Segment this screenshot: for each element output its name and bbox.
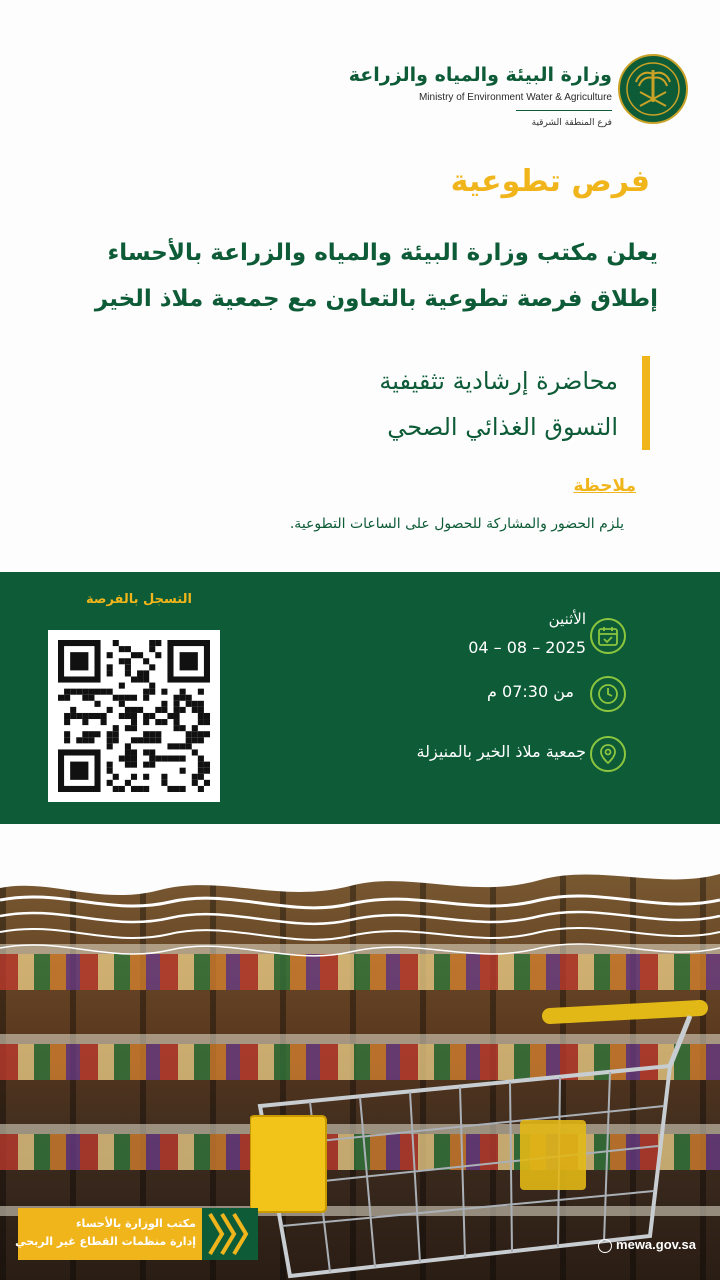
location-pin-icon xyxy=(590,736,626,772)
event-place: جمعية ملاذ الخير بالمنيزلة xyxy=(416,742,586,761)
calendar-icon xyxy=(590,618,626,654)
register-label: التسجل بالفرصة xyxy=(86,592,192,607)
badge-line-2: إدارة منظمات القطاع غير الربحي xyxy=(15,1235,196,1248)
topic-box xyxy=(262,356,650,450)
badge-line-1: مكتب الوزارة بالأحساء xyxy=(75,1217,196,1230)
branch-name: فرع المنطقة الشرقية xyxy=(531,118,612,128)
event-date: 2025 – 08 – 04 xyxy=(468,638,586,657)
globe-icon xyxy=(598,1239,612,1253)
website-link[interactable]: mewa.gov.sa xyxy=(616,1237,696,1252)
announcement xyxy=(38,230,658,322)
announcement-line-1: يعلن مكتب وزارة البيئة والمياه والزراعة بالأحساء xyxy=(107,240,658,266)
ministry-name-english: Ministry of Environment Water & Agriculture xyxy=(418,92,612,103)
office-badge xyxy=(15,1208,258,1260)
clock-icon xyxy=(590,676,626,712)
announcement-line-2: إطلاق فرصة تطوعية بالتعاون مع جمعية ملاذ الخير xyxy=(94,286,658,312)
note-text: يلزم الحضور والمشاركة للحصول على الساعات التطوعية. xyxy=(289,516,624,532)
event-time: من 07:30 م xyxy=(487,682,574,701)
topic-line-2: التسوق الغذائي الصحي xyxy=(387,413,618,441)
ministry-name-arabic: وزارة البيئة والمياه والزراعة xyxy=(348,64,612,86)
shopping-cart-image xyxy=(250,986,720,1280)
event-day: الأثنين xyxy=(548,610,586,628)
topic-line-1: محاضرة إرشادية تثقيفية xyxy=(379,367,618,395)
ministry-emblem-icon xyxy=(618,54,688,124)
topic-text xyxy=(379,358,618,450)
header-divider xyxy=(516,110,612,111)
event-details-band xyxy=(0,572,720,824)
note-label: ملاحظة xyxy=(573,476,636,496)
qr-code-icon[interactable] xyxy=(48,630,220,802)
header xyxy=(30,48,690,138)
poster-title: فرص تطوعية xyxy=(450,164,650,199)
supermarket-photo xyxy=(0,866,720,1280)
wave-decoration xyxy=(0,866,720,980)
chevrons-icon xyxy=(202,1208,258,1260)
